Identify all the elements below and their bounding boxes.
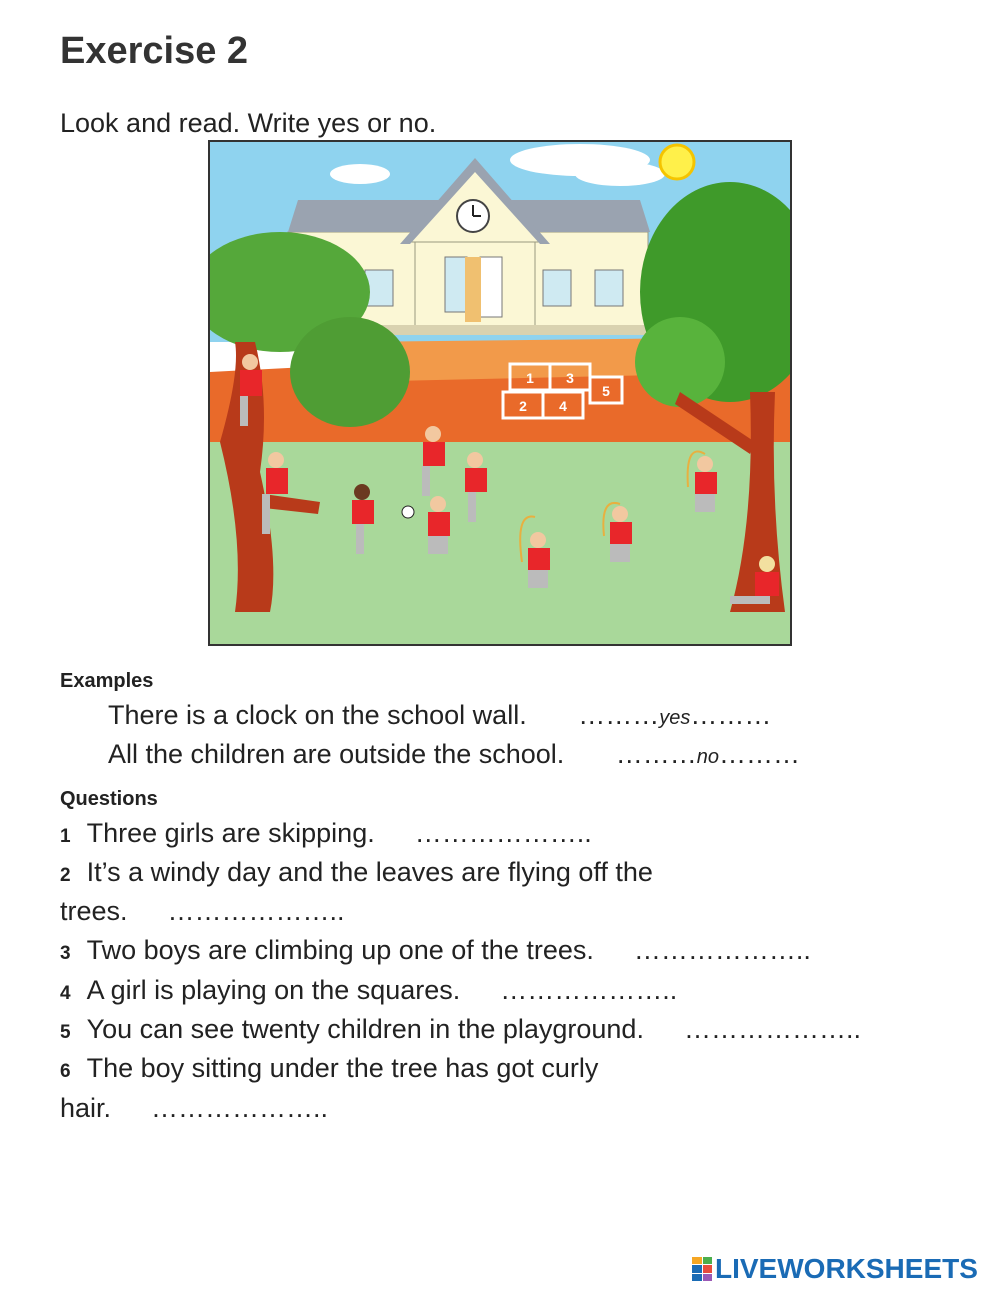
instruction: Look and read. Write yes or no.	[60, 108, 437, 138]
dots: ………	[615, 739, 697, 769]
window	[595, 270, 623, 306]
question-1	[60, 818, 592, 849]
examples-heading: Examples	[60, 670, 154, 692]
question-text-continued: hair.	[60, 1093, 112, 1123]
school-playground-illustration	[208, 140, 792, 646]
question-6-continued	[60, 1093, 328, 1124]
answer-blank[interactable]: ………………..	[414, 818, 592, 848]
hopscotch-number: 4	[559, 398, 567, 414]
question-text: You can see twenty children in the playground.	[86, 1014, 644, 1044]
hopscotch-number: 5	[602, 383, 610, 399]
cloud-icon	[330, 164, 390, 184]
question-text-continued: trees.	[60, 896, 128, 926]
question-3	[60, 935, 811, 966]
example-answer: yes	[659, 707, 691, 729]
example-answer: no	[696, 746, 720, 768]
question-4	[60, 975, 677, 1006]
questions-heading: Questions	[60, 788, 158, 810]
page-title: Exercise 2	[60, 30, 249, 72]
question-2	[60, 857, 653, 888]
question-text: It’s a windy day and the leaves are flying off the	[86, 857, 653, 887]
answer-blank[interactable]: ………………..	[633, 935, 811, 965]
question-2-continued	[60, 896, 345, 927]
answer-blank[interactable]: ………………..	[500, 975, 678, 1005]
question-text: Two boys are climbing up one of the trees.	[86, 935, 594, 965]
tree-foliage	[290, 317, 410, 427]
question-6	[60, 1053, 598, 1084]
dots: ………	[578, 700, 660, 730]
cloud-icon	[575, 162, 665, 186]
example-answer-line	[616, 739, 800, 769]
question-text: The boy sitting under the tree has got curly	[86, 1053, 599, 1083]
question-number: 4	[60, 983, 71, 1004]
question-number: 1	[60, 826, 71, 847]
liveworksheets-logo[interactable]	[692, 1252, 978, 1286]
question-number: 6	[60, 1061, 71, 1082]
question-number: 5	[60, 1022, 71, 1043]
question-text: A girl is playing on the squares.	[86, 975, 461, 1005]
question-text: Three girls are skipping.	[86, 818, 375, 848]
hopscotch-number: 1	[526, 370, 534, 386]
example-answer-line	[578, 700, 771, 730]
dots: ………	[690, 700, 772, 730]
example-row	[108, 700, 771, 731]
question-number: 3	[60, 943, 71, 964]
hopscotch-number: 3	[566, 370, 574, 386]
answer-blank[interactable]: ………………..	[167, 896, 345, 926]
sun-icon	[660, 145, 694, 179]
answer-blank[interactable]: ………………..	[151, 1093, 329, 1123]
dots: ………	[719, 739, 801, 769]
logo-squares-icon	[692, 1257, 712, 1281]
school-door	[480, 257, 502, 317]
question-number: 2	[60, 865, 71, 886]
example-sentence: All the children are outside the school.	[108, 739, 565, 769]
football-icon	[402, 506, 414, 518]
example-row	[108, 739, 800, 770]
answer-blank[interactable]: ………………..	[683, 1014, 861, 1044]
example-sentence: There is a clock on the school wall.	[108, 700, 527, 730]
logo-text: LIVEWORKSHEETS	[715, 1253, 978, 1284]
illustration-svg	[210, 142, 790, 644]
window	[543, 270, 571, 306]
hopscotch-number: 2	[519, 398, 527, 414]
question-5	[60, 1014, 861, 1045]
